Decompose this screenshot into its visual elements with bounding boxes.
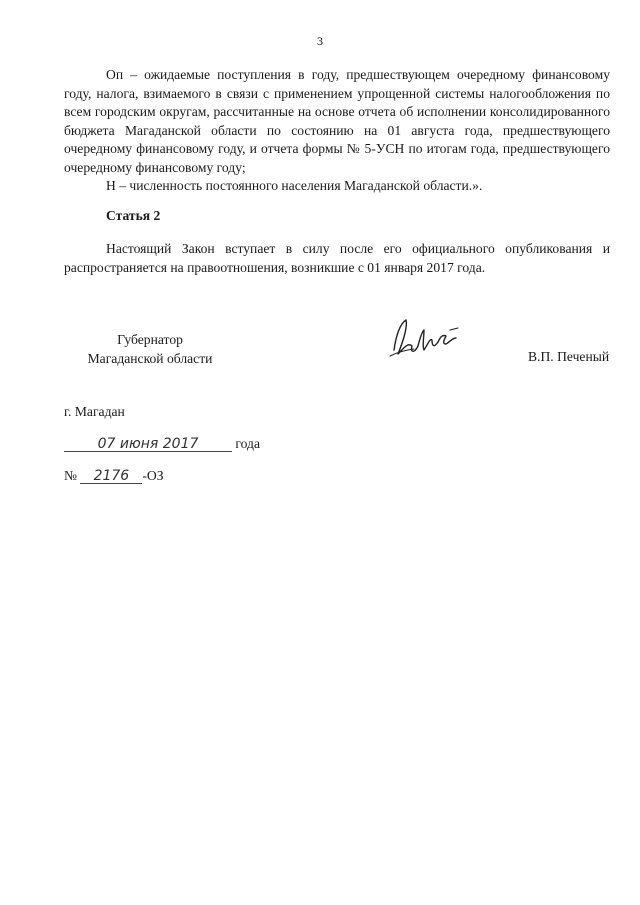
definitions-block (64, 66, 610, 196)
number-line (64, 468, 164, 484)
handwritten-signature (386, 316, 466, 366)
number-prefix: № (64, 468, 77, 483)
definition-op: Оп – ожидаемые поступления в году, предшествующем очередному финансовому году, налога, взимаемого в связи с применением упрощенной системы налогообложения по всем городским округам, рассчитанные на основе отчета об исполнении консолидированного бюджета Магаданской области по состоянию на 01 августа года, предшествующего очередному финансовому году, и отчета формы № 5-УСН по итогам года, предшествующего очередному финансовому году; (64, 67, 610, 175)
article-2-title: Статья 2 (106, 208, 161, 223)
signatory-title-line2: Магаданской области (87, 351, 213, 366)
signatory-title (70, 330, 230, 368)
date-line (64, 436, 260, 452)
date-suffix: года (235, 436, 260, 451)
place: г. Магадан (64, 404, 125, 419)
number-suffix: -ОЗ (142, 468, 164, 483)
handwritten-date: 07 июня 2017 (64, 437, 232, 452)
page-number: 3 (317, 34, 323, 48)
article-2-text: Настоящий Закон вступает в силу после его официального опубликования и распространяется на правоотношения, возникшие с 01 января 2017 года. (64, 241, 610, 275)
handwritten-number: 2176 (80, 469, 142, 484)
definition-n: Н – численность постоянного населения Магаданской области.». (106, 178, 483, 193)
signatory-title-line1: Губернатор (117, 332, 183, 347)
article-2-text-block (64, 240, 610, 277)
signatory-name: В.П. Печеный (528, 349, 610, 364)
